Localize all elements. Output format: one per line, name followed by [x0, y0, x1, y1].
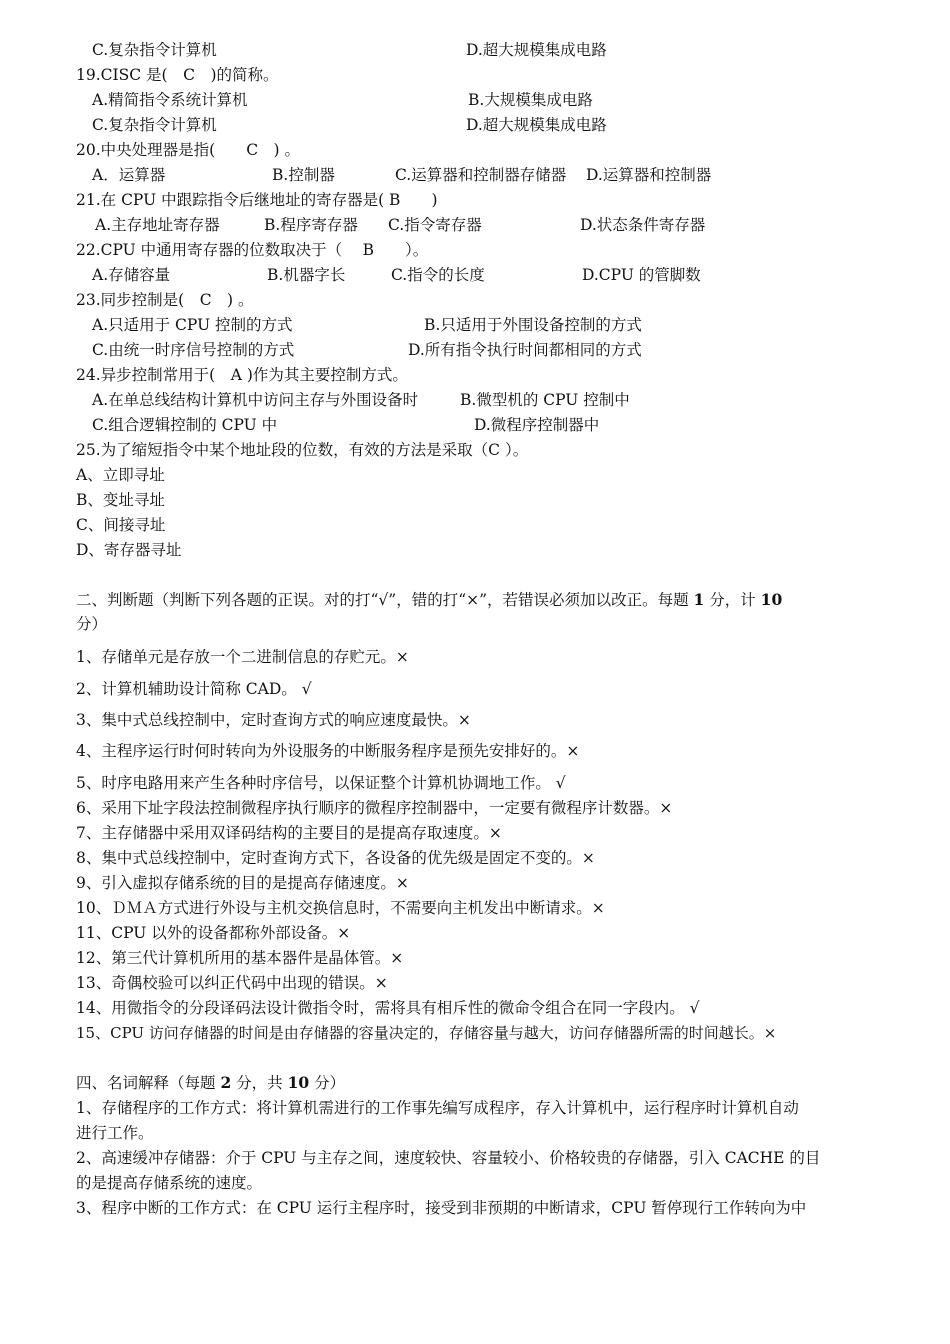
- q21-stem: 21.在 CPU 中跟踪指令后继地址的寄存器是( B ): [76, 191, 438, 209]
- term-1-line-1: 1、存储程序的工作方式：将计算机需进行的工作事先编写成程序，存入计算机中，运行程序时计算机自动: [76, 1099, 799, 1117]
- q22-option-d: D.CPU 的管脚数: [582, 266, 701, 284]
- q18-option-d: D.超大规模集成电路: [466, 41, 607, 59]
- judge-item-2: 2、计算机辅助设计简称 CAD。 √: [76, 680, 312, 698]
- judge-section-title-cont: 分）: [76, 615, 108, 633]
- term-1-line-2: 进行工作。: [76, 1124, 154, 1142]
- q25-stem: 25.为了缩短指令中某个地址段的位数，有效的方法是采取（C ）。: [76, 441, 529, 459]
- judge-item-6: 6、采用下址字段法控制微程序执行顺序的微程序控制器中，一定要有微程序计数器。×: [76, 799, 673, 817]
- judge-item-13: 13、奇偶校验可以纠正代码中出现的错误。×: [76, 974, 388, 992]
- q22-stem: 22.CPU 中通用寄存器的位数取决于（ B ）。: [76, 241, 429, 259]
- q23-option-d: D.所有指令执行时间都相同的方式: [408, 341, 642, 359]
- q21-option-a: A.主存地址寄存器: [95, 216, 220, 234]
- judge-section-title: 二、判断题（判断下列各题的正误。对的打“√”，错的打“×”，若错误必须加以改正。每题 1 分，计 10: [76, 590, 783, 609]
- term-2-line-1: 2、高速缓冲存储器：介于 CPU 与主存之间，速度较快、容量较小、价格较贵的存储器，引入 CACHE 的目: [76, 1149, 821, 1167]
- q21-option-d: D.状态条件寄存器: [580, 216, 706, 234]
- q22-option-a: A.存储容量: [92, 266, 171, 284]
- judge-item-8: 8、集中式总线控制中，定时查询方式下，各设备的优先级是固定不变的。×: [76, 849, 595, 867]
- judge-item-10: 10、ＤＭＡ方式进行外设与主机交换信息时，不需要向主机发出中断请求。×: [76, 899, 605, 917]
- q24-option-a: A.在单总线结构计算机中访问主存与外围设备时: [92, 391, 419, 409]
- q24-stem: 24.异步控制常用于( A )作为其主要控制方式。: [76, 366, 408, 384]
- q22-option-b: B.机器字长: [267, 266, 346, 284]
- q23-option-c: C.由统一时序信号控制的方式: [92, 341, 295, 359]
- q19-option-d: D.超大规模集成电路: [466, 116, 607, 134]
- q25-option-b: B、变址寻址: [76, 491, 165, 509]
- judge-item-11: 11、CPU 以外的设备都称外部设备。×: [76, 924, 351, 942]
- q23-stem: 23.同步控制是( C ) 。: [76, 291, 254, 309]
- q18-option-c: C.复杂指令计算机: [92, 41, 217, 59]
- q19-stem: 19.CISC 是( C )的简称。: [76, 66, 279, 84]
- q20-option-d: D.运算器和控制器: [586, 166, 712, 184]
- q20-option-b: B.控制器: [272, 166, 335, 184]
- q23-option-a: A.只适用于 CPU 控制的方式: [92, 316, 293, 334]
- q20-option-a: A．运算器: [92, 166, 166, 184]
- q25-option-a: A、立即寻址: [76, 466, 165, 484]
- q20-option-c: C.运算器和控制器存储器: [395, 166, 567, 184]
- judge-item-14: 14、用微指令的分段译码法设计微指令时，需将具有相斥性的微命令组合在同一字段内。 √: [76, 999, 700, 1017]
- judge-item-15: 15、CPU 访问存储器的时间是由存储器的容量决定的，存储容量与越大，访问存储器所需的时间越长。×: [76, 1024, 777, 1042]
- q20-stem: 20.中央处理器是指( C ) 。: [76, 141, 301, 159]
- q23-option-b: B.只适用于外围设备控制的方式: [424, 316, 642, 334]
- judge-item-1: 1、存储单元是存放一个二进制信息的存贮元。×: [76, 648, 409, 666]
- judge-item-9: 9、引入虚拟存储系统的目的是提高存储速度。×: [76, 874, 409, 892]
- q24-option-d: D.微程序控制器中: [474, 416, 600, 434]
- q19-option-a: A.精简指令系统计算机: [92, 91, 248, 109]
- judge-item-4: 4、主程序运行时何时转向为外设服务的中断服务程序是预先安排好的。×: [76, 742, 580, 760]
- q19-option-c: C.复杂指令计算机: [92, 116, 217, 134]
- term-3-line-1: 3、程序中断的工作方式：在 CPU 运行主程序时，接受到非预期的中断请求，CPU 暂停现行工作转向为中: [76, 1199, 807, 1217]
- term-2-line-2: 的是提高存储系统的速度。: [76, 1174, 263, 1192]
- q19-option-b: B.大规模集成电路: [468, 91, 593, 109]
- q25-option-c: C、间接寻址: [76, 516, 166, 534]
- judge-item-12: 12、第三代计算机所用的基本器件是晶体管。×: [76, 949, 404, 967]
- q22-option-c: C.指令的长度: [391, 266, 485, 284]
- judge-item-5: 5、时序电路用来产生各种时序信号，以保证整个计算机协调地工作。 √: [76, 774, 566, 792]
- q21-option-b: B.程序寄存器: [264, 216, 358, 234]
- q25-option-d: D、寄存器寻址: [76, 541, 182, 559]
- terms-section-title: 四、名词解释（每题 2 分，共 10 分）: [76, 1073, 346, 1092]
- judge-item-7: 7、主存储器中采用双译码结构的主要目的是提高存取速度。×: [76, 824, 502, 842]
- q21-option-c: C.指令寄存器: [388, 216, 482, 234]
- judge-item-3: 3、集中式总线控制中，定时查询方式的响应速度最快。×: [76, 711, 471, 729]
- q24-option-b: B.微型机的 CPU 控制中: [460, 391, 630, 409]
- q24-option-c: C.组合逻辑控制的 CPU 中: [92, 416, 278, 434]
